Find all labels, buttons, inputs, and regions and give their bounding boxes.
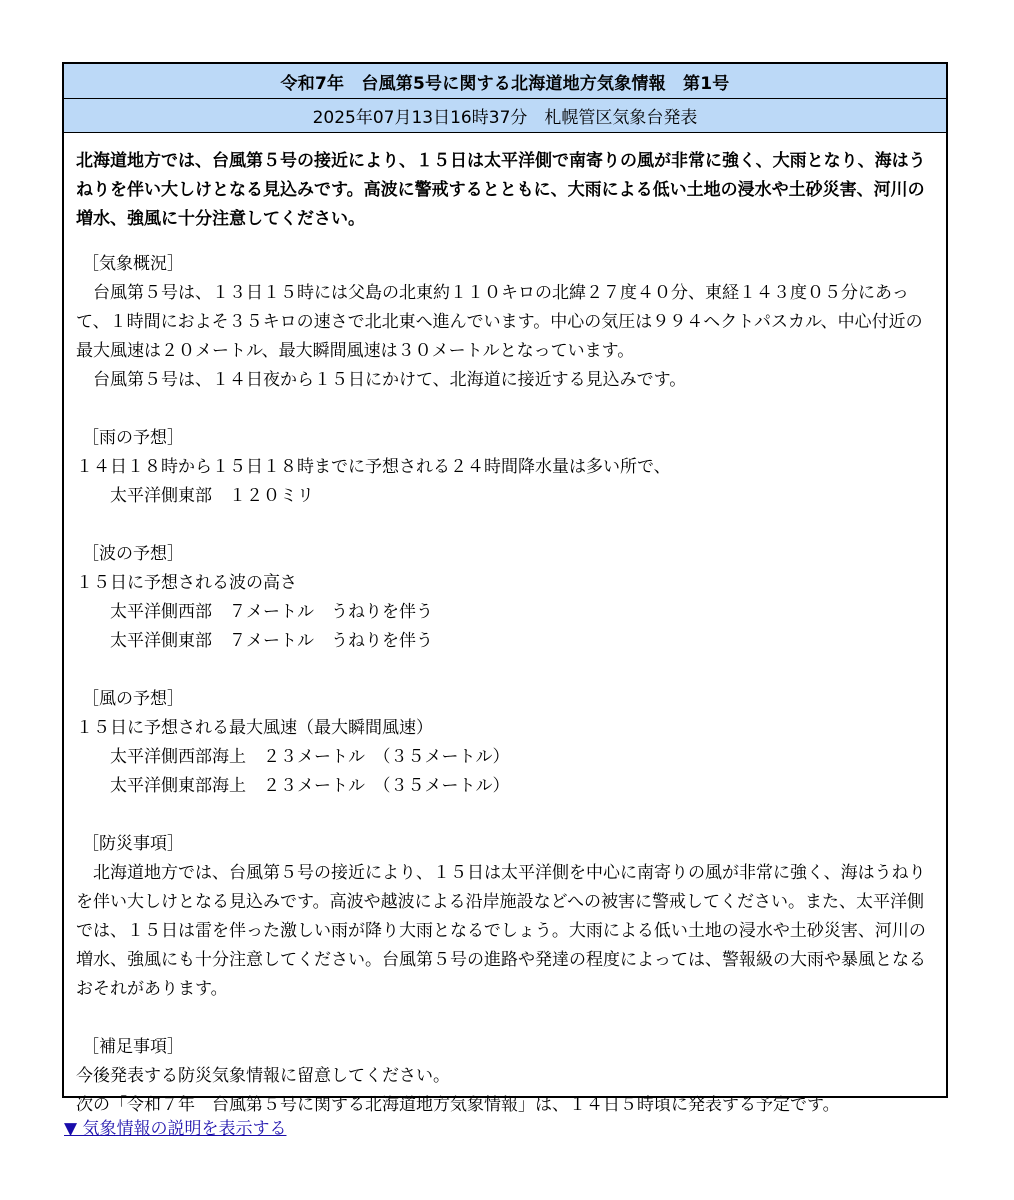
wind-item: 太平洋側西部海上 ２３メートル （３５メートル） — [110, 747, 510, 767]
waves-intro: １５日に予想される波の高さ — [76, 573, 297, 593]
lead-summary: 北海道地方では、台風第５号の接近により、１５日は太平洋側で南寄りの風が非常に強く、大雨となり、海はうねりを伴い大しけとなる見込みです。高波に警戒するとともに、大雨による低い土地の浸水や土砂災害、河川の増水、強風に十分注意してください。 — [76, 151, 926, 229]
issued-datetime: 2025年07月13日16時37分 札幌管区気象台発表 — [64, 99, 946, 133]
section-prevention — [76, 830, 934, 1004]
rain-item: 太平洋側東部 １２０ミリ — [110, 486, 314, 506]
wind-item: 太平洋側東部海上 ２３メートル （３５メートル） — [110, 776, 510, 796]
info-body — [64, 133, 946, 1120]
overview-paragraph: 台風第５号は、１３日１５時には父島の北東約１１０キロの北緯２７度４０分、東経１４３度０５分にあって、１時間におよそ３５キロの速さで北北東へ進んでいます。中心の気圧は９９４ヘクトパスカル、中心付近の最大風速は２０メートル、最大瞬間風速は３０メートルとなっています。 — [76, 283, 923, 361]
section-heading: ［気象概況］ — [82, 254, 184, 274]
section-heading: ［風の予想］ — [82, 689, 184, 709]
show-explanation-link[interactable]: ▼ 気象情報の説明を表示する — [64, 1119, 287, 1139]
supplement-line: 次の「令和７年 台風第５号に関する北海道地方気象情報」は、１４日５時頃に発表する予定です。 — [76, 1095, 840, 1115]
section-rain — [76, 424, 934, 511]
section-heading: ［防災事項］ — [82, 834, 184, 854]
info-title: 令和7年 台風第5号に関する北海道地方気象情報 第1号 — [64, 64, 946, 99]
section-waves — [76, 540, 934, 656]
waves-item: 太平洋側西部 ７メートル うねりを伴う — [110, 602, 433, 622]
prevention-paragraph: 北海道地方では、台風第５号の接近により、１５日は太平洋側を中心に南寄りの風が非常に強く、海はうねりを伴い大しけとなる見込みです。高波や越波による沿岸施設などへの被害に警戒してください。また、太平洋側では、１５日は雷を伴った激しい雨が降り大雨となるでしょう。大雨による低い土地の浸水や土砂災害、河川の増水、強風にも十分注意してください。台風第５号の進路や発達の程度によっては、警報級の大雨や暴風となるおそれがあります。 — [76, 863, 926, 999]
section-heading: ［雨の予想］ — [82, 428, 184, 448]
overview-paragraph: 台風第５号は、１４日夜から１５日にかけて、北海道に接近する見込みです。 — [93, 370, 687, 390]
rain-intro: １４日１８時から１５日１８時までに予想される２４時間降水量は多い所で、 — [76, 457, 671, 477]
weather-info-panel — [62, 62, 948, 1115]
wind-intro: １５日に予想される最大風速（最大瞬間風速） — [76, 718, 433, 738]
section-heading: ［波の予想］ — [82, 544, 184, 564]
supplement-line: 今後発表する防災気象情報に留意してください。 — [76, 1066, 450, 1086]
section-supplement — [76, 1033, 934, 1120]
section-wind — [76, 685, 934, 801]
section-heading: ［補足事項］ — [82, 1037, 184, 1057]
section-overview — [76, 250, 934, 395]
waves-item: 太平洋側東部 ７メートル うねりを伴う — [110, 631, 433, 651]
